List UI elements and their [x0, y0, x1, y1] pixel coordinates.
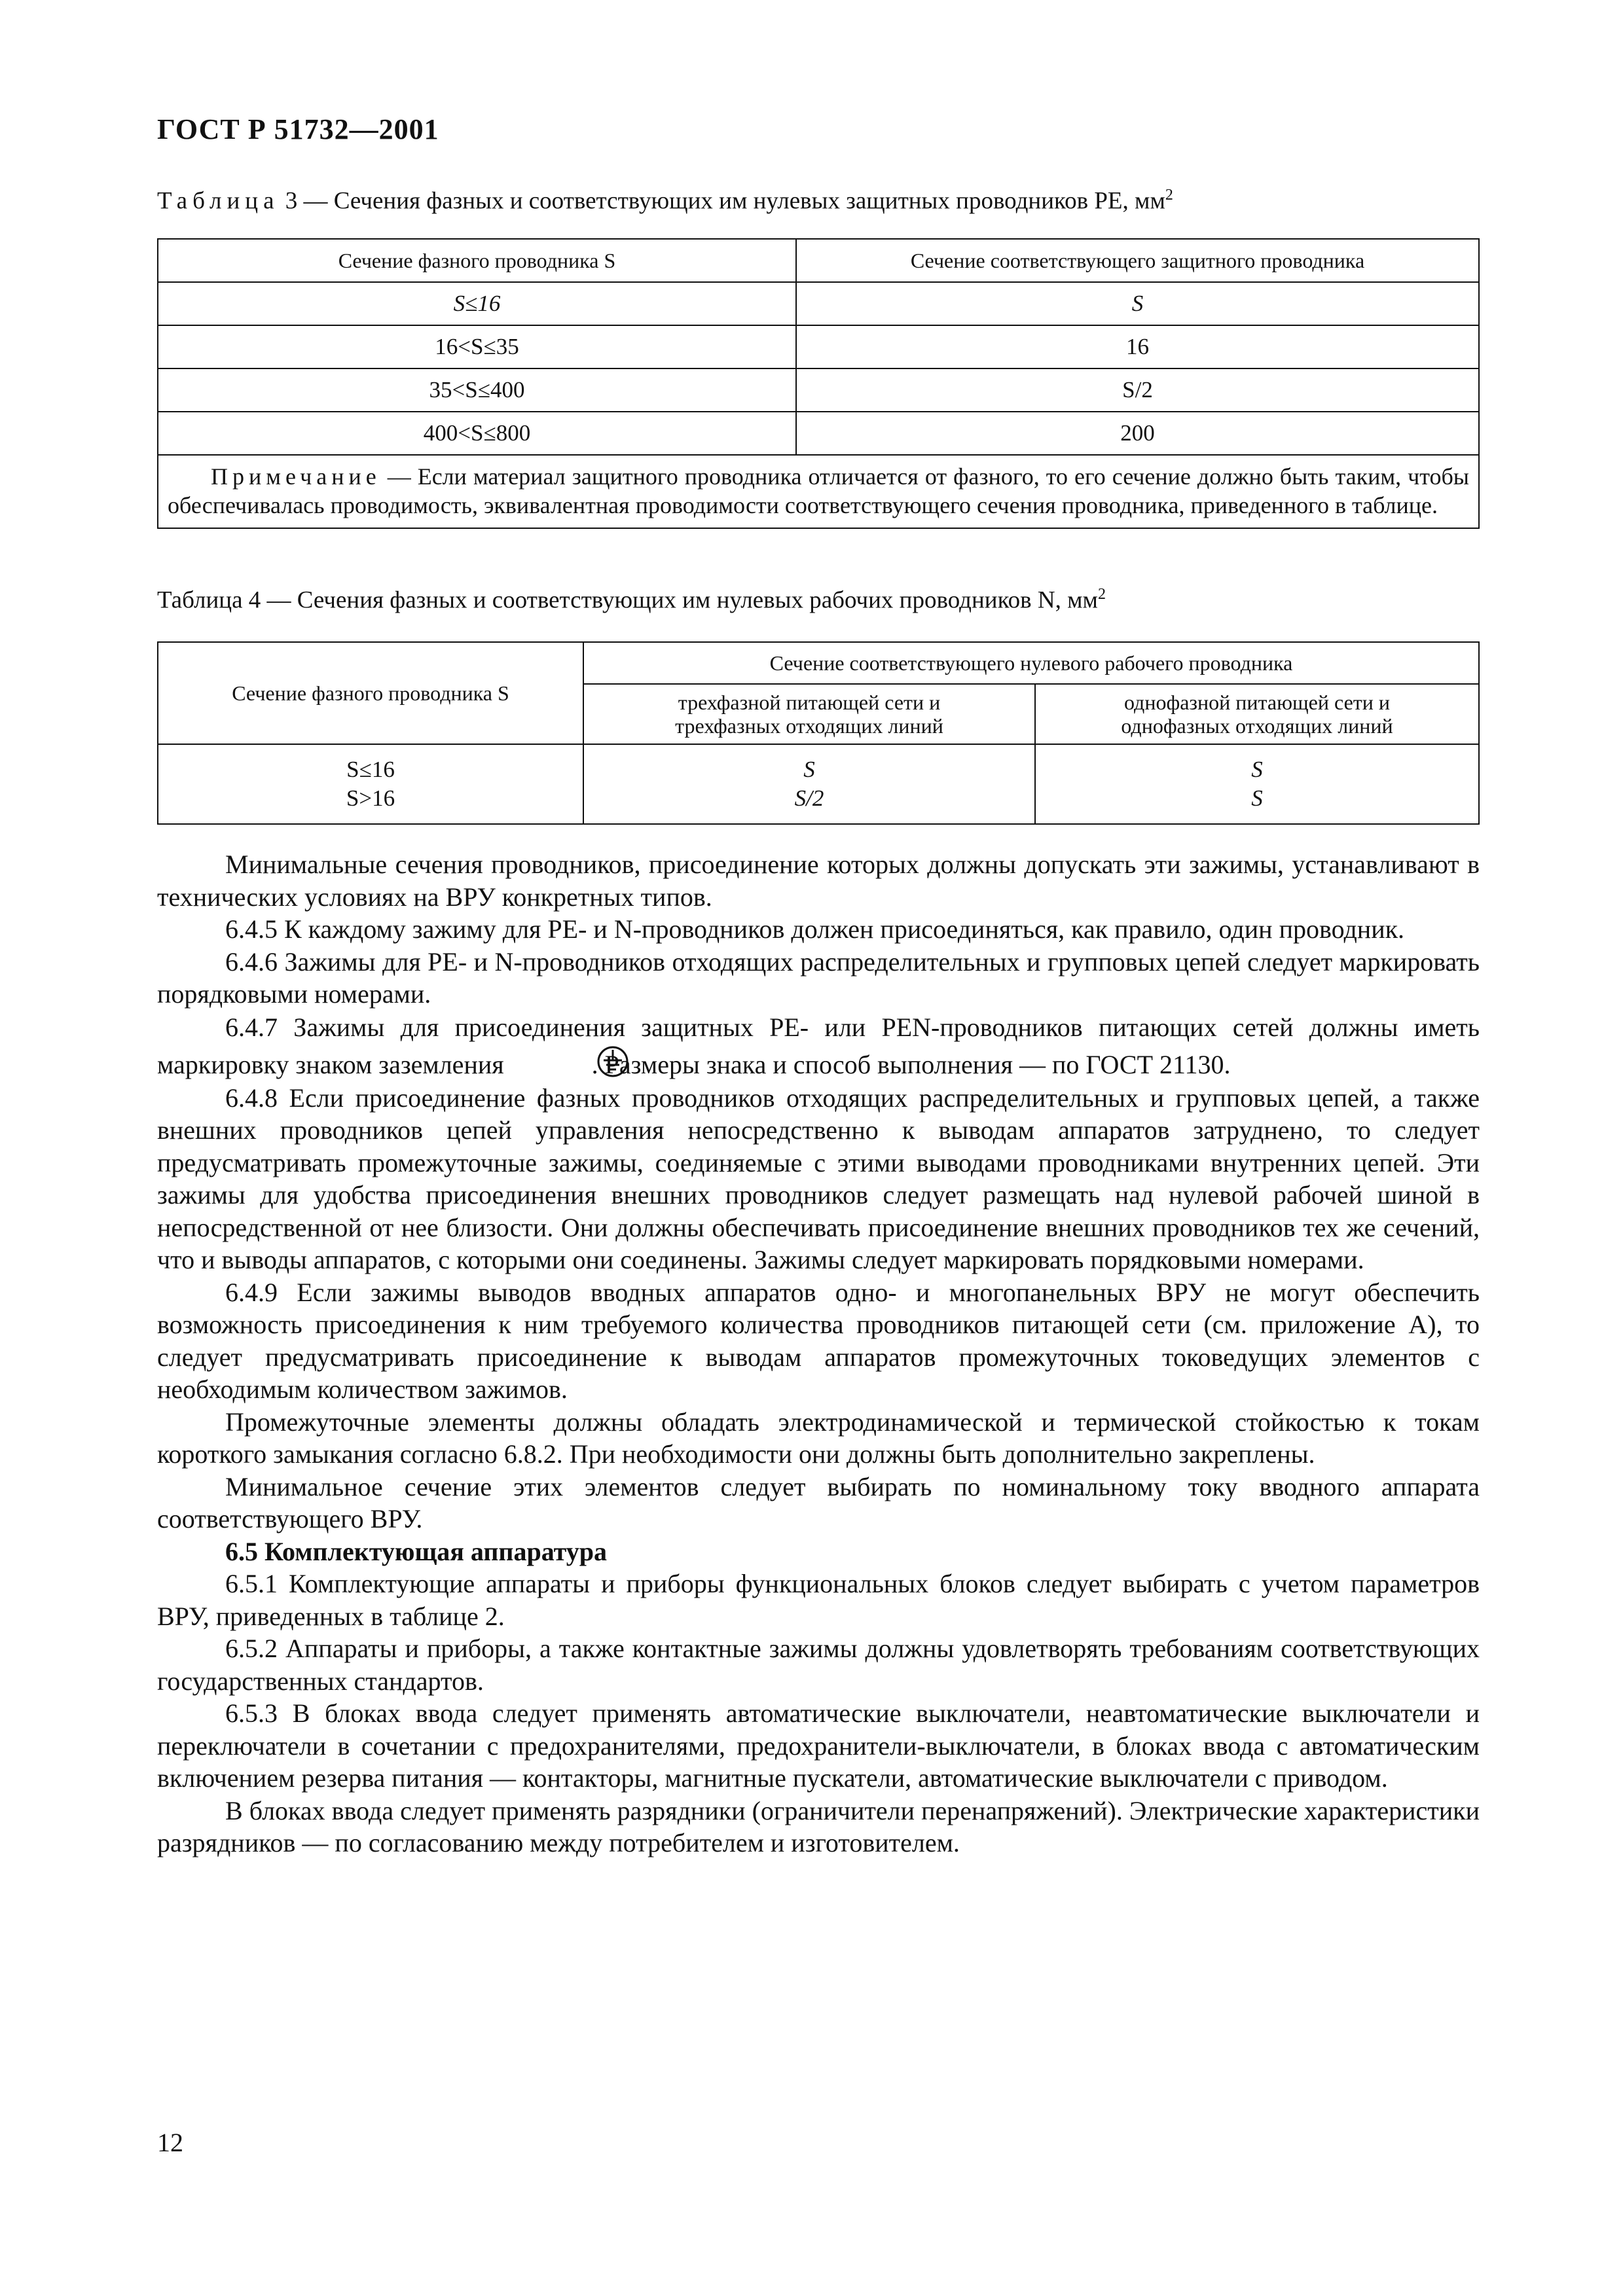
- table-cell: S≤16 S>16: [158, 744, 583, 824]
- table3-note-text: — Если материал защитного проводника отличается от фазного, то его сечение должно быть таким, чтобы обеспечивалась проводимость, эквивалентная проводимости соответствующего сечения проводника, приведенного в таблице.: [168, 463, 1469, 518]
- table-row: [158, 368, 1479, 412]
- table4-caption: [157, 586, 1106, 614]
- table3-col1-header: Сечение фазного проводника S: [158, 239, 796, 282]
- earth-ground-icon: [524, 1045, 566, 1079]
- page-number: 12: [157, 2128, 183, 2157]
- table3-note: [158, 455, 1479, 528]
- table3-note-row: [158, 455, 1479, 528]
- table-row: [158, 744, 1479, 824]
- paragraph: Минимальные сечения проводников, присоединение которых должны допускать эти зажимы, устанавливают в технических условиях на ВРУ конкретных типов.: [157, 850, 1480, 912]
- table-row: [158, 282, 1479, 325]
- paragraph: В блоках ввода следует применять разрядники (ограничители перенапряжений). Электрические характеристики разрядников — по согласованию между потребителем и изготовителем.: [157, 1795, 1480, 1857]
- table3-col2-header: Сечение соответствующего защитного проводника: [796, 239, 1479, 282]
- body-text: [157, 848, 1480, 1859]
- table-cell: 16<S≤35: [158, 325, 796, 368]
- table-cell: 400<S≤800: [158, 412, 796, 455]
- table4-sub2-header: однофазной питающей сети и однофазных отходящих линий: [1035, 684, 1479, 744]
- table3-header-row: [158, 239, 1479, 282]
- paragraph: 6.5.2 Аппараты и приборы, а также контактные зажимы должны удовлетворять требованиям соответствующих государственных стандартов.: [157, 1634, 1480, 1696]
- table-cell: S S: [1035, 744, 1479, 824]
- paragraph: 6.4.5 К каждому зажиму для PE- и N-проводников должен присоединяться, как правило, один проводник.: [225, 914, 1405, 944]
- table4-group-header: Сечение соответствующего нулевого рабочего проводника: [583, 642, 1479, 684]
- paragraph: 6.4.9 Если зажимы выводов вводных аппаратов одно- и многопанельных ВРУ не могут обеспечить возможность присоединения к ним требуемого количества проводников питающей сети (см. приложение А), то следует предусматривать присоединение к выводам аппаратов промежуточных токоведущих элементов с необходимым количеством зажимов.: [157, 1277, 1480, 1404]
- table-row: [158, 325, 1479, 368]
- table-cell: 16: [796, 325, 1479, 368]
- table4-sub1-header: трехфазной питающей сети и трехфазных отходящих линий: [583, 684, 1035, 744]
- table3-note-label: Примечание: [211, 463, 381, 490]
- table4-col1-header: Сечение фазного проводника S: [158, 642, 583, 744]
- paragraph: Промежуточные элементы должны обладать электродинамической и термической стойкостью к токам короткого замыкания согласно 6.8.2. При необходимости они должны быть дополнительно закреплены.: [157, 1407, 1480, 1469]
- table-cell: S/2: [796, 368, 1479, 412]
- paragraph: 6.4.8 Если присоединение фазных проводников отходящих распределительных и групповых цепей, а также внешних проводников цепей управления непосредственно к выводам аппаратов затруднено, то следует предусматривать промежуточные зажимы, соединяемые с этими выводами проводниками внутренних цепей. Эти зажимы для удобства присоединения внешних проводников следует размещать над нулевой рабочей шиной в непосредственной от нее близости. Они должны обеспечивать присоединение внешних проводников тех же сечений, что и выводы аппаратов, с которыми они соединены. Зажимы следует маркировать порядковыми номерами.: [157, 1083, 1480, 1274]
- table3-caption-prefix: Таблица: [157, 187, 280, 215]
- table-cell: 35<S≤400: [158, 368, 796, 412]
- table-cell: S: [796, 282, 1479, 325]
- paragraph: 6.5.3 В блоках ввода следует применять автоматические выключатели, неавтоматические выключатели и переключатели в сочетании с предохранителями, предохранители-выключатели, в блоках ввода с автоматическим включением резерва питания — контакторы, магнитные пускатели, автоматические выключатели с приводом.: [157, 1698, 1480, 1793]
- table3-caption-text: 3 — Сечения фазных и соответствующих им нулевых защитных проводников PE, мм: [279, 187, 1165, 215]
- table4: [157, 641, 1480, 825]
- table3-caption-sup: 2: [1165, 187, 1173, 204]
- table-cell: S≤16: [158, 282, 796, 325]
- table4-header-row: [158, 642, 1479, 684]
- table-row: [158, 412, 1479, 455]
- paragraph-earth-marking: 6.4.7 Зажимы для присоединения защитных PE- или PEN-проводников питающих сетей должны иметь маркировку знаком заземления . Размеры знака и способ выполнения — по ГОСТ 21130.: [157, 1012, 1480, 1079]
- table4-caption-sup: 2: [1097, 586, 1106, 603]
- paragraph: 6.4.6 Зажимы для PE- и N-проводников отходящих распределительных и групповых цепей следует маркировать порядковыми номерами.: [157, 946, 1480, 1009]
- section-heading: 6.5 Комплектующая аппаратура: [225, 1536, 608, 1566]
- table-cell: S S/2: [583, 744, 1035, 824]
- paragraph: 6.5.1 Комплектующие аппараты и приборы функциональных блоков следует выбирать с учетом параметров ВРУ, приведенных в таблице 2.: [157, 1569, 1480, 1631]
- table4-caption-text: Таблица 4 — Сечения фазных и соответствующих им нулевых рабочих проводников N, мм: [157, 586, 1098, 614]
- table-cell: 200: [796, 412, 1479, 455]
- document-header: ГОСТ Р 51732—2001: [157, 113, 439, 145]
- paragraph: Минимальное сечение этих элементов следует выбирать по номинальному току вводного аппарата соответствующего ВРУ.: [157, 1471, 1480, 1534]
- table3: [157, 238, 1480, 529]
- table3-caption: [157, 187, 1173, 215]
